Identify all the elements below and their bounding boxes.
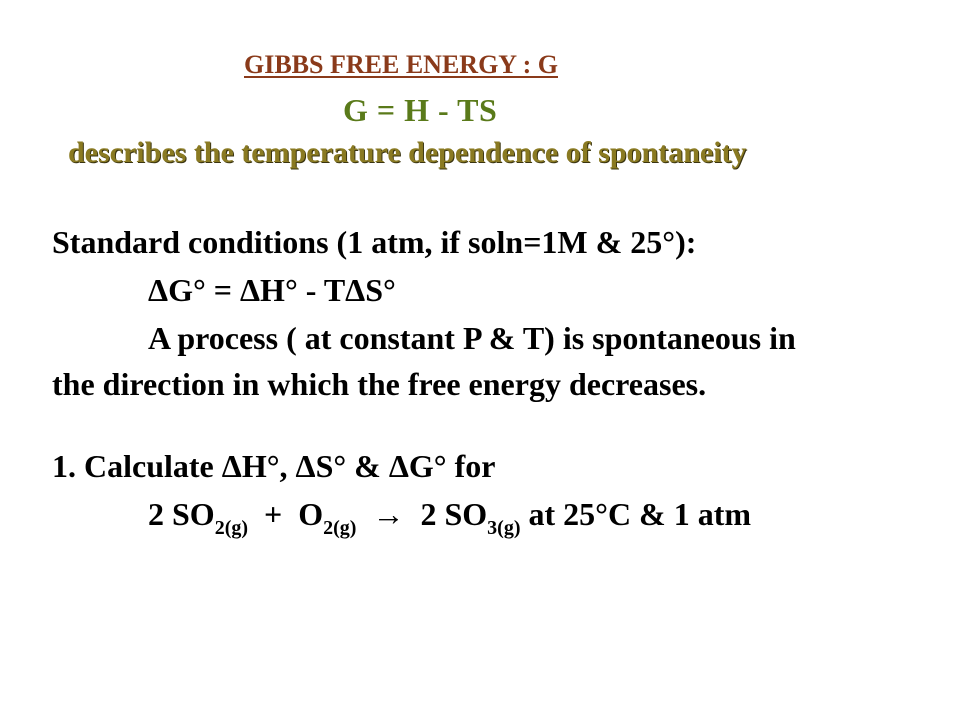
process-statement-line-1: A process ( at constant P & T) is spontaneous in (148, 320, 796, 356)
reactant-o2-state: 2(g) (323, 517, 357, 539)
product-so3: 2 SO (420, 496, 488, 532)
product-so3-state: 3(g) (487, 517, 521, 539)
slide-title: GIBBS FREE ENERGY : G (244, 50, 558, 79)
reactant-so2: 2 SO (148, 496, 215, 532)
reaction-conditions: at 25°C & 1 atm (520, 496, 752, 532)
process-statement-line-2: the direction in which the free energy decreases. (52, 366, 707, 402)
gibbs-formula: G = H - TS (343, 92, 498, 128)
delta-g-equation: ΔG° = ΔH° - TΔS° (148, 272, 396, 308)
reaction-equation (148, 496, 752, 539)
reaction-arrow-icon: → (356, 496, 421, 532)
standard-conditions-text: Standard conditions (1 atm, if soln=1M & 25°): (52, 224, 697, 260)
reactant-o2: + O (248, 496, 324, 532)
slide-subtitle: describes the temperature dependence of spontaneity (68, 136, 747, 169)
question-text: 1. Calculate ΔH°, ΔS° & ΔG° for (52, 448, 496, 484)
reactant-so2-state: 2(g) (214, 517, 249, 539)
